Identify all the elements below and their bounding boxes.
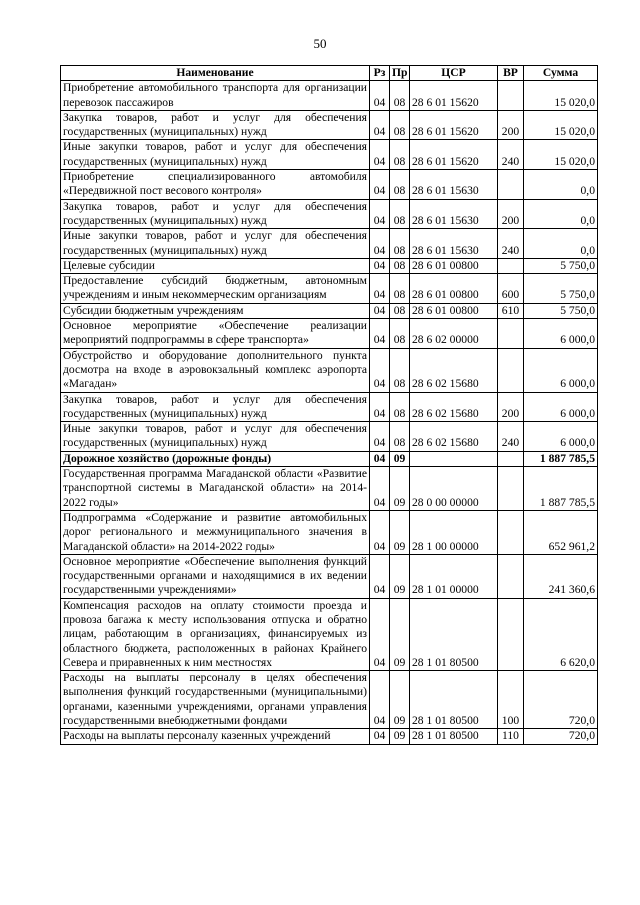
table-row [61, 229, 598, 259]
cell-csr: 28 6 02 00000 [410, 319, 498, 349]
cell-sum: 15 020,0 [524, 110, 598, 140]
cell-pr: 08 [390, 392, 410, 422]
cell-name: Приобретение специализированного автомобиля «Передвижной пост весового контроля» [61, 170, 370, 200]
cell-pr: 09 [390, 554, 410, 598]
cell-rz: 04 [370, 422, 390, 452]
cell-vr: 240 [498, 422, 524, 452]
column-header-sum: Сумма [524, 66, 598, 81]
cell-vr: 200 [498, 110, 524, 140]
table-row [61, 199, 598, 229]
cell-rz: 04 [370, 110, 390, 140]
cell-sum: 6 000,0 [524, 348, 598, 392]
cell-pr: 08 [390, 319, 410, 349]
cell-vr [498, 451, 524, 466]
cell-rz: 04 [370, 258, 390, 273]
cell-pr: 08 [390, 170, 410, 200]
table-row [61, 110, 598, 140]
cell-sum: 5 750,0 [524, 258, 598, 273]
cell-rz: 04 [370, 170, 390, 200]
cell-name: Подпрограмма «Содержание и развитие автомобильных дорог регионального и межмуниципального значения в Магаданской области» на 2014-2022 годы» [61, 510, 370, 554]
table-row [61, 258, 598, 273]
cell-pr: 09 [390, 451, 410, 466]
cell-pr: 08 [390, 274, 410, 304]
cell-vr: 100 [498, 671, 524, 729]
cell-vr [498, 554, 524, 598]
cell-csr: 28 6 01 15630 [410, 170, 498, 200]
column-header-csr: ЦСР [410, 66, 498, 81]
cell-sum: 0,0 [524, 199, 598, 229]
cell-sum: 15 020,0 [524, 140, 598, 170]
cell-pr: 08 [390, 81, 410, 111]
cell-vr [498, 81, 524, 111]
cell-sum: 1 887 785,5 [524, 451, 598, 466]
cell-sum: 0,0 [524, 170, 598, 200]
cell-name: Расходы на выплаты персоналу казенных учреждений [61, 729, 370, 744]
cell-rz: 04 [370, 729, 390, 744]
table-row [61, 319, 598, 349]
column-header-vr: ВР [498, 66, 524, 81]
cell-pr: 08 [390, 229, 410, 259]
cell-pr: 08 [390, 140, 410, 170]
cell-vr: 110 [498, 729, 524, 744]
cell-rz: 04 [370, 348, 390, 392]
cell-name: Иные закупки товаров, работ и услуг для обеспечения государственных (муниципальных) нужд [61, 422, 370, 452]
table-row [61, 729, 598, 744]
column-header-rz: Рз [370, 66, 390, 81]
column-header-pr: Пр [390, 66, 410, 81]
cell-sum: 0,0 [524, 229, 598, 259]
cell-name: Целевые субсидии [61, 258, 370, 273]
cell-sum: 6 000,0 [524, 319, 598, 349]
cell-csr: 28 1 01 00000 [410, 554, 498, 598]
cell-csr: 28 6 02 15680 [410, 348, 498, 392]
cell-name: Закупка товаров, работ и услуг для обеспечения государственных (муниципальных) нужд [61, 199, 370, 229]
cell-csr: 28 6 01 00800 [410, 303, 498, 318]
cell-sum: 6 000,0 [524, 422, 598, 452]
table-row [61, 510, 598, 554]
table-header-row [61, 66, 598, 81]
cell-pr: 08 [390, 199, 410, 229]
table-body [61, 81, 598, 744]
cell-rz: 04 [370, 140, 390, 170]
cell-name: Закупка товаров, работ и услуг для обеспечения государственных (муниципальных) нужд [61, 110, 370, 140]
cell-vr: 200 [498, 199, 524, 229]
cell-name: Обустройство и оборудование дополнительного пункта досмотра на входе в аэровокзальный комплекс аэропорта «Магадан» [61, 348, 370, 392]
cell-rz: 04 [370, 81, 390, 111]
cell-name: Компенсация расходов на оплату стоимости проезда и провоза багажа к месту использования отпуска и обратно лицам, работающим в организациях, финансируемых из областного бюджета, расположенных в районах Крайнего Севера и приравненных к ним местностях [61, 598, 370, 670]
cell-sum: 5 750,0 [524, 303, 598, 318]
table-row [61, 467, 598, 511]
cell-sum: 6 000,0 [524, 392, 598, 422]
table-row [61, 348, 598, 392]
column-header-name: Наименование [61, 66, 370, 81]
cell-name: Иные закупки товаров, работ и услуг для обеспечения государственных (муниципальных) нужд [61, 140, 370, 170]
cell-pr: 09 [390, 729, 410, 744]
cell-vr [498, 348, 524, 392]
cell-sum: 720,0 [524, 671, 598, 729]
cell-rz: 04 [370, 467, 390, 511]
cell-rz: 04 [370, 274, 390, 304]
cell-rz: 04 [370, 229, 390, 259]
cell-sum: 15 020,0 [524, 81, 598, 111]
cell-name: Дорожное хозяйство (дорожные фонды) [61, 451, 370, 466]
cell-name: Основное мероприятие «Обеспечение реализации мероприятий подпрограммы в сфере транспорта» [61, 319, 370, 349]
cell-vr: 240 [498, 140, 524, 170]
cell-rz: 04 [370, 510, 390, 554]
table-row [61, 392, 598, 422]
cell-csr: 28 6 01 15620 [410, 81, 498, 111]
cell-csr [410, 451, 498, 466]
cell-vr [498, 258, 524, 273]
cell-name: Иные закупки товаров, работ и услуг для обеспечения государственных (муниципальных) нужд [61, 229, 370, 259]
table-row [61, 598, 598, 670]
cell-vr [498, 598, 524, 670]
cell-vr [498, 467, 524, 511]
cell-rz: 04 [370, 554, 390, 598]
cell-vr [498, 510, 524, 554]
cell-pr: 08 [390, 258, 410, 273]
cell-name: Расходы на выплаты персоналу в целях обеспечения выполнения функций государственными (муниципальными) органами, казенными учреждениями, органами управления государственными внебюджетными фондами [61, 671, 370, 729]
cell-pr: 08 [390, 422, 410, 452]
cell-sum: 1 887 785,5 [524, 467, 598, 511]
table-row [61, 274, 598, 304]
table-row [61, 140, 598, 170]
cell-pr: 08 [390, 110, 410, 140]
cell-csr: 28 6 01 15630 [410, 199, 498, 229]
cell-csr: 28 6 01 15620 [410, 140, 498, 170]
table-row [61, 170, 598, 200]
cell-pr: 08 [390, 348, 410, 392]
cell-csr: 28 6 01 00800 [410, 258, 498, 273]
cell-csr: 28 6 01 00800 [410, 274, 498, 304]
cell-vr: 600 [498, 274, 524, 304]
cell-rz: 04 [370, 671, 390, 729]
cell-name: Государственная программа Магаданской области «Развитие транспортной системы в Магаданской области» на 2014-2022 годы» [61, 467, 370, 511]
cell-name: Предоставление субсидий бюджетным, автономным учреждениям и иным некоммерческим организациям [61, 274, 370, 304]
cell-csr: 28 6 01 15620 [410, 110, 498, 140]
table-row [61, 303, 598, 318]
cell-rz: 04 [370, 199, 390, 229]
cell-pr: 09 [390, 598, 410, 670]
cell-sum: 241 360,6 [524, 554, 598, 598]
cell-rz: 04 [370, 392, 390, 422]
cell-sum: 652 961,2 [524, 510, 598, 554]
cell-vr [498, 319, 524, 349]
cell-sum: 5 750,0 [524, 274, 598, 304]
cell-csr: 28 6 01 15630 [410, 229, 498, 259]
cell-vr [498, 170, 524, 200]
cell-sum: 720,0 [524, 729, 598, 744]
cell-sum: 6 620,0 [524, 598, 598, 670]
page-number: 50 [313, 36, 327, 51]
cell-rz: 04 [370, 319, 390, 349]
cell-pr: 08 [390, 303, 410, 318]
table-row [61, 422, 598, 452]
cell-name: Приобретение автомобильного транспорта для организации перевозок пассажиров [61, 81, 370, 111]
cell-csr: 28 1 01 80500 [410, 598, 498, 670]
table-row [61, 81, 598, 111]
cell-name: Субсидии бюджетным учреждениям [61, 303, 370, 318]
cell-rz: 04 [370, 303, 390, 318]
cell-csr: 28 1 01 80500 [410, 671, 498, 729]
cell-vr: 200 [498, 392, 524, 422]
cell-pr: 09 [390, 467, 410, 511]
budget-table [60, 65, 598, 745]
cell-rz: 04 [370, 451, 390, 466]
cell-vr: 240 [498, 229, 524, 259]
cell-csr: 28 1 00 00000 [410, 510, 498, 554]
cell-pr: 09 [390, 510, 410, 554]
cell-vr: 610 [498, 303, 524, 318]
cell-csr: 28 1 01 80500 [410, 729, 498, 744]
cell-name: Закупка товаров, работ и услуг для обеспечения государственных (муниципальных) нужд [61, 392, 370, 422]
cell-csr: 28 0 00 00000 [410, 467, 498, 511]
table-row [61, 671, 598, 729]
cell-csr: 28 6 02 15680 [410, 392, 498, 422]
cell-rz: 04 [370, 598, 390, 670]
table-row [61, 554, 598, 598]
cell-csr: 28 6 02 15680 [410, 422, 498, 452]
cell-name: Основное мероприятие «Обеспечение выполнения функций государственными органами и находящимися в их ведении государственными учреждениями» [61, 554, 370, 598]
cell-pr: 09 [390, 671, 410, 729]
table-row [61, 451, 598, 466]
